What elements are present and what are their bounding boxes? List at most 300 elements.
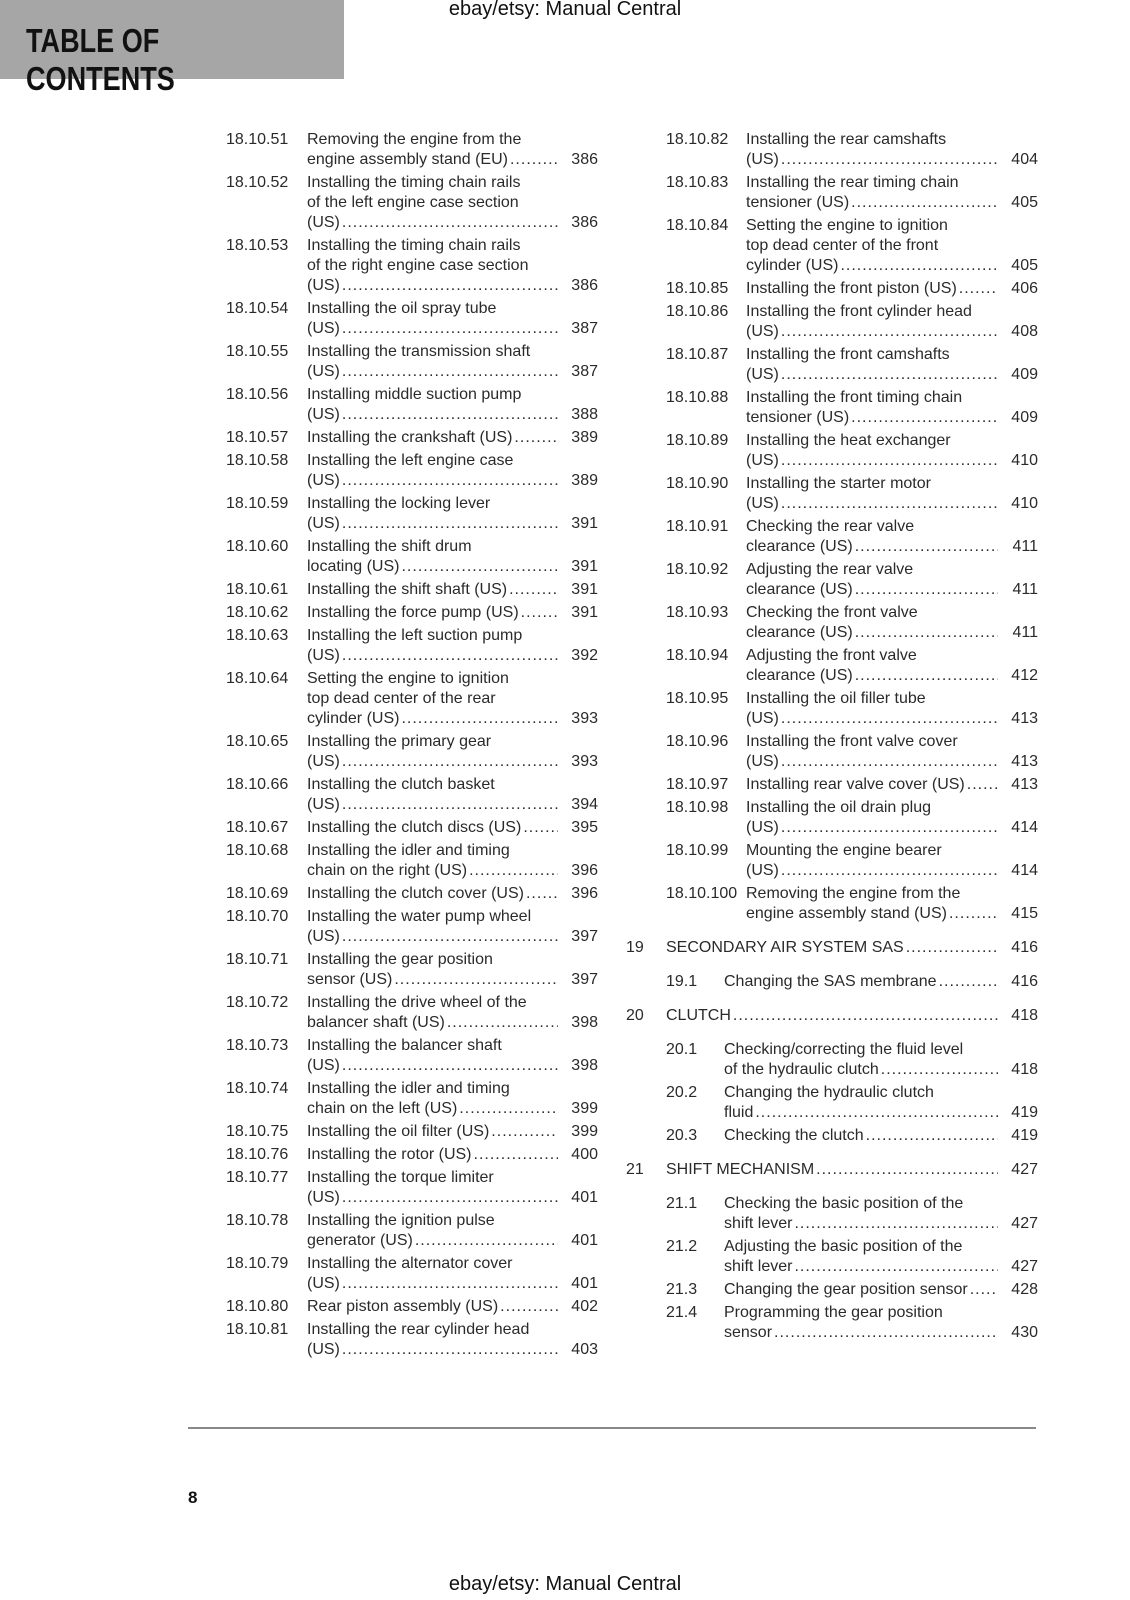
- toc-entry-number: 21.2: [666, 1238, 698, 1255]
- toc-entry-page[interactable]: 399: [571, 1100, 598, 1117]
- dot-leader: [447, 1013, 558, 1033]
- dot-leader: [526, 884, 558, 904]
- dot-leader: [949, 904, 998, 924]
- toc-entry-number: 18.10.51: [226, 131, 289, 148]
- dot-leader: [509, 580, 558, 600]
- toc-entry[interactable]: [226, 451, 598, 491]
- toc-entry-title-line: Installing the transmission shaft: [307, 343, 531, 360]
- toc-entry-number: 18.10.83: [666, 174, 729, 191]
- toc-entry-title-line: clearance (US): [746, 581, 853, 598]
- dot-leader: [774, 1323, 998, 1343]
- toc-entry[interactable]: [626, 1303, 1038, 1343]
- toc-entry-number: 20.1: [666, 1041, 698, 1058]
- toc-entry-title: [626, 938, 1038, 958]
- toc-entry-title-line: (US): [307, 320, 340, 337]
- toc-entry-title-line: top dead center of the rear: [307, 690, 496, 707]
- toc-entry[interactable]: [626, 431, 1038, 471]
- toc-chapter-entry[interactable]: [626, 1006, 1038, 1026]
- toc-entry[interactable]: [626, 884, 1038, 924]
- toc-entry-page[interactable]: 405: [1011, 194, 1038, 211]
- dot-leader: [342, 362, 558, 382]
- toc-entry-page[interactable]: 427: [1011, 1258, 1038, 1275]
- toc-entry-number: 18.10.90: [666, 475, 729, 492]
- dot-leader: [781, 150, 998, 170]
- toc-entry-page[interactable]: 396: [571, 862, 598, 879]
- watermark-top-text: ebay/etsy: Manual Central: [448, 0, 682, 20]
- toc-entry[interactable]: [226, 1079, 598, 1119]
- toc-entry[interactable]: [626, 279, 1038, 299]
- toc-entry[interactable]: [226, 818, 598, 838]
- toc-entry[interactable]: [226, 603, 598, 623]
- toc-entry-title-line: clearance (US): [746, 624, 853, 641]
- toc-entry-title-line: locating (US): [307, 558, 400, 575]
- toc-entry-page[interactable]: 392: [571, 647, 598, 664]
- toc-entry-title-line: sensor (US): [307, 971, 393, 988]
- toc-entry[interactable]: [626, 798, 1038, 838]
- toc-entry-number: 18.10.100: [666, 885, 738, 902]
- toc-entry-title-line: engine assembly stand (EU): [307, 151, 508, 168]
- toc-entry[interactable]: [226, 173, 598, 233]
- toc-entry-title-line: Changing the gear position sensor: [724, 1281, 968, 1298]
- toc-entry[interactable]: [626, 517, 1038, 557]
- toc-entry-title-line: Installing the balancer shaft: [307, 1037, 502, 1054]
- toc-entry[interactable]: [226, 884, 598, 904]
- watermark-top: [0, 0, 1130, 21]
- toc-entry-title-line: Adjusting the front valve: [746, 647, 917, 664]
- toc-entry-number: 18.10.89: [666, 432, 729, 449]
- dot-leader: [970, 1280, 998, 1300]
- toc-entry-title-line: Adjusting the rear valve: [746, 561, 914, 578]
- dot-leader: [781, 818, 998, 838]
- toc-entry[interactable]: [226, 626, 598, 666]
- dot-leader: [851, 408, 998, 428]
- toc-entry-page[interactable]: 411: [1012, 581, 1038, 598]
- toc-entry-number: 21.4: [666, 1304, 698, 1321]
- toc-entry-page[interactable]: 386: [571, 277, 598, 294]
- toc-entry-title-line: Installing the front valve cover: [746, 733, 958, 750]
- toc-entry-number: 18.10.91: [666, 518, 729, 535]
- toc-entry-title-line: Mounting the engine bearer: [746, 842, 942, 859]
- watermark-bottom: [0, 1573, 1130, 1596]
- toc-entry-page[interactable]: 388: [571, 406, 598, 423]
- toc-entry-title-line: Installing middle suction pump: [307, 386, 522, 403]
- toc-entry-page[interactable]: 414: [1011, 862, 1038, 879]
- toc-entry-number: 18.10.99: [666, 842, 729, 859]
- toc-entry-number: 20: [626, 1007, 644, 1024]
- toc-entry-title-line: Setting the engine to ignition: [746, 217, 948, 234]
- toc-entry[interactable]: [626, 1194, 1038, 1234]
- toc-entry-title-line: Installing the starter motor: [746, 475, 931, 492]
- toc-left-column: [226, 130, 598, 1363]
- toc-entry[interactable]: [626, 603, 1038, 643]
- toc-entry-page[interactable]: 399: [571, 1123, 598, 1140]
- toc-entry-page[interactable]: 391: [571, 558, 598, 575]
- toc-entry-page[interactable]: 397: [571, 971, 598, 988]
- toc-entry-number: 18.10.87: [666, 346, 729, 363]
- page-number: 8: [188, 1488, 198, 1507]
- toc-entry-page[interactable]: 387: [571, 363, 598, 380]
- toc-entry-title-line: tensioner (US): [746, 194, 850, 211]
- toc-entry-title-line: (US): [307, 214, 340, 231]
- dot-leader: [401, 709, 558, 729]
- dot-leader: [523, 818, 558, 838]
- toc-entry-number: 19: [626, 939, 644, 956]
- toc-entry-title-line: shift lever: [724, 1258, 793, 1275]
- toc-entry-title-line: Installing the left engine case: [307, 452, 514, 469]
- toc-entry-number: 18.10.82: [666, 131, 729, 148]
- toc-entry-title-line: Installing the alternator cover: [307, 1255, 513, 1272]
- toc-entry-title-line: Installing the front cylinder head: [746, 303, 972, 320]
- toc-entry[interactable]: [626, 216, 1038, 276]
- toc-entry-page[interactable]: 395: [571, 819, 598, 836]
- toc-entry-page[interactable]: 411: [1012, 538, 1038, 555]
- toc-entry[interactable]: [226, 342, 598, 382]
- toc-entry-page[interactable]: 400: [571, 1146, 598, 1163]
- toc-entry-number: 18.10.57: [226, 429, 289, 446]
- toc-entry-title-line: shift lever: [724, 1215, 793, 1232]
- toc-entry-title-line: balancer shaft (US): [307, 1014, 445, 1031]
- toc-entry-title-line: Removing the engine from the: [307, 131, 522, 148]
- toc-entry-title-line: Installing the shift shaft (US): [307, 581, 508, 598]
- toc-entry-number: 18.10.94: [666, 647, 729, 664]
- dot-leader: [342, 405, 558, 425]
- toc-entry-title-line: Installing the oil drain plug: [746, 799, 932, 816]
- toc-entry-title-line: (US): [307, 928, 340, 945]
- toc-entry[interactable]: [226, 1036, 598, 1076]
- toc-entry-page[interactable]: 409: [1011, 409, 1038, 426]
- toc-entry[interactable]: [626, 1126, 1038, 1146]
- toc-chapter-entry[interactable]: [626, 1160, 1038, 1180]
- toc-entry-title-line: Installing the front timing chain: [746, 389, 963, 406]
- toc-entry-title-line: (US): [746, 323, 779, 340]
- toc-entry[interactable]: [226, 299, 598, 339]
- toc-entry-page[interactable]: 419: [1011, 1104, 1038, 1121]
- toc-entry-title-line: Installing the timing chain rails: [307, 237, 521, 254]
- toc-entry-number: 18.10.85: [666, 280, 729, 297]
- dot-leader: [906, 938, 998, 958]
- toc-entry-page[interactable]: 403: [571, 1341, 598, 1358]
- dot-leader: [342, 471, 558, 491]
- dot-leader: [781, 322, 998, 342]
- dot-leader: [401, 557, 558, 577]
- toc-entry-page[interactable]: 427: [1011, 1161, 1038, 1178]
- toc-entry-title-line: Installing the front piston (US): [746, 280, 957, 297]
- toc-entry-page[interactable]: 391: [571, 515, 598, 532]
- toc-entry-title-line: chain on the right (US): [307, 862, 468, 879]
- toc-entry-number: 18.10.76: [226, 1146, 289, 1163]
- toc-entry[interactable]: [626, 972, 1038, 992]
- toc-entry-title-line: Installing the primary gear: [307, 733, 492, 750]
- toc-entry-title-line: Installing the gear position: [307, 951, 493, 968]
- toc-entry-title-line: Installing the oil filter (US): [307, 1123, 490, 1140]
- toc-entry-number: 18.10.61: [226, 581, 289, 598]
- dot-leader: [469, 861, 558, 881]
- dot-leader: [851, 193, 998, 213]
- toc-entry-title-line: Installing the idler and timing: [307, 1080, 510, 1097]
- dot-leader: [415, 1231, 558, 1251]
- toc-entry-title-line: clearance (US): [746, 667, 853, 684]
- toc-entry[interactable]: [226, 385, 598, 425]
- toc-entry-title-line: Installing the drive wheel of the: [307, 994, 527, 1011]
- toc-entry[interactable]: [226, 1320, 598, 1360]
- toc-entry-title-line: Installing the timing chain rails: [307, 174, 521, 191]
- toc-entry-number: 18.10.70: [226, 908, 289, 925]
- toc-entry-number: 18.10.67: [226, 819, 289, 836]
- toc-entry-title-line: Checking the rear valve: [746, 518, 915, 535]
- toc-entry[interactable]: [626, 689, 1038, 729]
- toc-entry-number: 18.10.93: [666, 604, 729, 621]
- toc-entry-title-line: (US): [307, 647, 340, 664]
- toc-entry-page[interactable]: 389: [571, 472, 598, 489]
- toc-entry-number: 18.10.75: [226, 1123, 289, 1140]
- toc-entry[interactable]: [226, 428, 598, 448]
- toc-entry-number: 18.10.62: [226, 604, 289, 621]
- toc-entry[interactable]: [226, 841, 598, 881]
- toc-entry-number: 18.10.96: [666, 733, 729, 750]
- toc-entry-page[interactable]: 415: [1011, 905, 1038, 922]
- page-title: TABLE OF CONTENTS: [26, 22, 175, 97]
- toc-entry-title-line: fluid: [724, 1104, 754, 1121]
- toc-entry-page[interactable]: 418: [1011, 1061, 1038, 1078]
- toc-entry-title-line: Installing the heat exchanger: [746, 432, 951, 449]
- toc-entry[interactable]: [626, 130, 1038, 170]
- toc-entry-title-line: Installing the clutch cover (US): [307, 885, 524, 902]
- toc-entry-number: 18.10.65: [226, 733, 289, 750]
- toc-entry[interactable]: [626, 732, 1038, 772]
- toc-entry-page[interactable]: 409: [1011, 366, 1038, 383]
- toc-entry-number: 18.10.78: [226, 1212, 289, 1229]
- toc-entry-title-line: (US): [307, 796, 340, 813]
- toc-entry[interactable]: [626, 388, 1038, 428]
- toc-entry-page[interactable]: 389: [571, 429, 598, 446]
- toc-entry-page[interactable]: 398: [571, 1057, 598, 1074]
- toc-entry[interactable]: [226, 1297, 598, 1317]
- toc-entry-title-line: SECONDARY AIR SYSTEM SAS: [666, 939, 904, 956]
- toc-entry[interactable]: [226, 1211, 598, 1251]
- toc-entry-title-line: Installing the shift drum: [307, 538, 472, 555]
- toc-entry[interactable]: [226, 494, 598, 534]
- toc-entry[interactable]: [626, 173, 1038, 213]
- toc-entry-title-line: Checking the clutch: [724, 1127, 864, 1144]
- dot-leader: [781, 709, 998, 729]
- toc-entry[interactable]: [626, 1083, 1038, 1123]
- toc-entry-page[interactable]: 391: [571, 581, 598, 598]
- toc-entry-page[interactable]: 410: [1011, 452, 1038, 469]
- toc-entry-page[interactable]: 394: [571, 796, 598, 813]
- dot-leader: [342, 752, 558, 772]
- toc-entry-title-line: Installing the front camshafts: [746, 346, 950, 363]
- toc-entry-number: 18.10.71: [226, 951, 289, 968]
- toc-entry[interactable]: [226, 1145, 598, 1165]
- toc-entry-title-line: Changing the hydraulic clutch: [724, 1084, 934, 1101]
- toc-entry-page[interactable]: 401: [571, 1275, 598, 1292]
- toc-entry-number: 21.3: [666, 1281, 698, 1298]
- toc-entry[interactable]: [626, 1280, 1038, 1300]
- toc-entry[interactable]: [626, 775, 1038, 795]
- toc-entry-page[interactable]: 428: [1011, 1281, 1038, 1298]
- toc-entry-number: 18.10.80: [226, 1298, 289, 1315]
- toc-entry-title-line: Installing the water pump wheel: [307, 908, 532, 925]
- toc-entry[interactable]: [226, 130, 598, 170]
- toc-chapter-entry[interactable]: [626, 938, 1038, 958]
- toc-entry-page[interactable]: 393: [571, 753, 598, 770]
- toc-entry-page[interactable]: 404: [1011, 151, 1038, 168]
- toc-entry-page[interactable]: 386: [571, 151, 598, 168]
- dot-leader: [840, 256, 998, 276]
- footer-divider: [188, 1427, 1036, 1429]
- dot-leader: [342, 213, 558, 233]
- toc-entry[interactable]: [226, 537, 598, 577]
- toc-entry-title-line: (US): [307, 277, 340, 294]
- dot-leader: [959, 279, 998, 299]
- dot-leader: [855, 537, 998, 557]
- toc-entry[interactable]: [226, 907, 598, 947]
- toc-entry-title-line: (US): [307, 406, 340, 423]
- toc-entry-page[interactable]: 430: [1011, 1324, 1038, 1341]
- toc-entry[interactable]: [226, 1254, 598, 1294]
- toc-entry[interactable]: [226, 236, 598, 296]
- toc-entry[interactable]: [226, 1168, 598, 1208]
- toc-entry-page[interactable]: 416: [1011, 939, 1038, 956]
- toc-entry-number: 18.10.52: [226, 174, 289, 191]
- toc-entry[interactable]: [226, 993, 598, 1033]
- toc-entry[interactable]: [626, 1237, 1038, 1277]
- dot-leader: [816, 1160, 998, 1180]
- toc-entry-page[interactable]: 427: [1011, 1215, 1038, 1232]
- toc-entry-page[interactable]: 401: [571, 1232, 598, 1249]
- toc-entry-title-line: (US): [746, 819, 779, 836]
- dot-leader: [881, 1060, 998, 1080]
- toc-entry-title-line: chain on the left (US): [307, 1100, 458, 1117]
- toc-entry-title-line: of the left engine case section: [307, 194, 519, 211]
- toc-entry-page[interactable]: 413: [1011, 710, 1038, 727]
- toc-entry-page[interactable]: 398: [571, 1014, 598, 1031]
- toc-entry[interactable]: [626, 841, 1038, 881]
- toc-entry-title: [626, 1006, 1038, 1026]
- dot-leader: [794, 1257, 998, 1277]
- toc-entry-page[interactable]: 405: [1011, 257, 1038, 274]
- toc-entry-title-line: (US): [307, 1189, 340, 1206]
- toc-entry-number: 20.2: [666, 1084, 698, 1101]
- toc-entry[interactable]: [626, 560, 1038, 600]
- toc-entry-title-line: engine assembly stand (US): [746, 905, 947, 922]
- toc-entry-page[interactable]: 386: [571, 214, 598, 231]
- toc-entry-title-line: Installing the clutch discs (US): [307, 819, 522, 836]
- toc-entry-number: 18.10.86: [666, 303, 729, 320]
- toc-entry-page[interactable]: 387: [571, 320, 598, 337]
- dot-leader: [342, 276, 558, 296]
- toc-entry[interactable]: [626, 1040, 1038, 1080]
- toc-entry-number: 18.10.97: [666, 776, 729, 793]
- toc-entry-title-line: Installing the rear camshafts: [746, 131, 947, 148]
- toc-entry-title-line: Checking/correcting the fluid level: [724, 1041, 964, 1058]
- toc-entry-number: 18.10.59: [226, 495, 289, 512]
- toc-entry-title-line: of the hydraulic clutch: [724, 1061, 879, 1078]
- toc-entry-page[interactable]: 408: [1011, 323, 1038, 340]
- dot-leader: [394, 970, 558, 990]
- toc-entry-title-line: (US): [746, 366, 779, 383]
- toc-entry-title-line: (US): [307, 753, 340, 770]
- toc-entry[interactable]: [226, 775, 598, 815]
- toc-entry-page[interactable]: 411: [1012, 624, 1038, 641]
- toc-entry-page[interactable]: 391: [571, 604, 598, 621]
- toc-entry-page[interactable]: 419: [1011, 1127, 1038, 1144]
- toc-entry-title-line: (US): [746, 452, 779, 469]
- toc-entry-title-line: (US): [746, 151, 779, 168]
- toc-entry[interactable]: [626, 646, 1038, 686]
- dot-leader: [342, 795, 558, 815]
- toc-entry-title-line: Installing the torque limiter: [307, 1169, 494, 1186]
- dot-leader: [855, 623, 998, 643]
- dot-leader: [474, 1145, 558, 1165]
- toc-entry-title-line: Installing the rotor (US): [307, 1146, 472, 1163]
- toc-entry-title-line: Setting the engine to ignition: [307, 670, 509, 687]
- toc-entry-page[interactable]: 410: [1011, 495, 1038, 512]
- toc-entry[interactable]: [226, 950, 598, 990]
- toc-entry-title-line: Installing the left suction pump: [307, 627, 523, 644]
- dot-leader: [514, 428, 558, 448]
- dot-leader: [755, 1103, 998, 1123]
- toc-entry-page[interactable]: 418: [1011, 1007, 1038, 1024]
- toc-entry-page[interactable]: 406: [1011, 280, 1038, 297]
- toc-entry-title-line: Removing the engine from the: [746, 885, 961, 902]
- toc-entry-page[interactable]: 414: [1011, 819, 1038, 836]
- toc-entry-number: 21.1: [666, 1195, 698, 1212]
- toc-entry-title-line: Installing the clutch basket: [307, 776, 495, 793]
- toc-entry-page[interactable]: 393: [571, 710, 598, 727]
- toc-entry-page[interactable]: 413: [1011, 776, 1038, 793]
- toc-entry-title-line: Adjusting the basic position of the: [724, 1238, 963, 1255]
- toc-entry[interactable]: [226, 732, 598, 772]
- toc-entry[interactable]: [226, 580, 598, 600]
- toc-entry-page[interactable]: 412: [1011, 667, 1038, 684]
- toc-entry-page[interactable]: 413: [1011, 753, 1038, 770]
- toc-entry-page[interactable]: 416: [1011, 973, 1038, 990]
- toc-entry-number: 18.10.72: [226, 994, 289, 1011]
- toc-entry-number: 18.10.58: [226, 452, 289, 469]
- toc-entry-page[interactable]: 401: [571, 1189, 598, 1206]
- toc-entry-page[interactable]: 396: [571, 885, 598, 902]
- toc-entry-number: 18.10.77: [226, 1169, 289, 1186]
- dot-leader: [939, 972, 998, 992]
- toc-entry[interactable]: [626, 474, 1038, 514]
- toc-entry-title-line: tensioner (US): [746, 409, 850, 426]
- toc-entry-title-line: of the right engine case section: [307, 257, 529, 274]
- toc-entry-title-line: cylinder (US): [307, 710, 400, 727]
- toc-entry-title-line: (US): [307, 363, 340, 380]
- toc-entry-page[interactable]: 402: [571, 1298, 598, 1315]
- toc-entry-title-line: Installing the oil spray tube: [307, 300, 497, 317]
- dot-leader: [500, 1297, 558, 1317]
- toc-entry-title-line: SHIFT MECHANISM: [666, 1161, 815, 1178]
- toc-entry-page[interactable]: 397: [571, 928, 598, 945]
- toc-entry[interactable]: [226, 669, 598, 729]
- toc-entry-number: 18.10.74: [226, 1080, 289, 1097]
- dot-leader: [342, 927, 558, 947]
- toc-entry-number: 20.3: [666, 1127, 698, 1144]
- toc-entry-number: 18.10.56: [226, 386, 289, 403]
- toc-entry-title-line: Installing the force pump (US): [307, 604, 519, 621]
- toc-entry[interactable]: [226, 1122, 598, 1142]
- dot-leader: [781, 365, 998, 385]
- toc-entry[interactable]: [626, 302, 1038, 342]
- toc-entry-title-line: Installing the crankshaft (US): [307, 429, 513, 446]
- toc-entry-number: 18.10.54: [226, 300, 289, 317]
- toc-entry-title-line: generator (US): [307, 1232, 413, 1249]
- toc-entry-title-line: Installing the rear cylinder head: [307, 1321, 530, 1338]
- dot-leader: [781, 494, 998, 514]
- toc-entry[interactable]: [626, 345, 1038, 385]
